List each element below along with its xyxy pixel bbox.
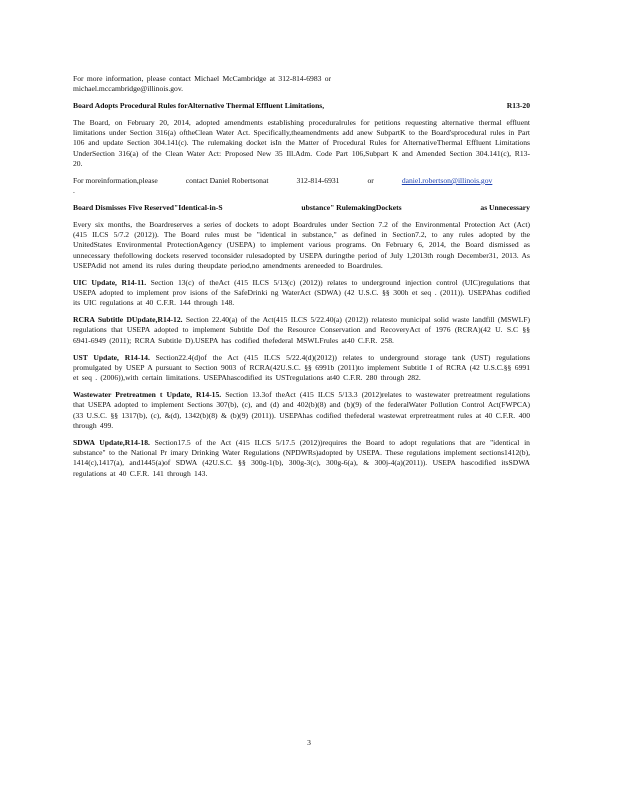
update-uic-heading: UIC Update, R14-11. xyxy=(73,277,147,287)
update-wastewater-body: Section 13.3of theAct (415 ILCS 5/13.3 (2012)relates to wastewater pretreatment regulations that USEPA adopted to implement Sections 307(b), (c), and (d) and 402(b)(8) and (b)(9) of the federalWater Pollution Control Act(FWPCA) (33 U.S.C. §§ 1317(b), (c), &(d), 1342(b)(8) & (b)(9) (2011)). USEPAhas codified thefederal wastewat erpretreatment rules at 40 C.F.R. 400 through 499. xyxy=(73,389,530,430)
update-ust-heading: UST Update, R14-14. xyxy=(73,352,150,362)
intro-contact-line2: michael.mccambridge@illinois.gov. xyxy=(73,84,184,94)
update-uic xyxy=(73,278,530,309)
dockets-heading-part1: Board Dismisses Five Reserved"Identical-in-S xyxy=(73,202,223,212)
update-sdwa-heading: SDWA Update,R14-18. xyxy=(73,437,150,447)
thermal-heading xyxy=(73,101,530,111)
dockets-heading-part3: as Unnecessary xyxy=(480,202,530,212)
update-uic-body: Section 13(c) of theAct (415 ILCS 5/13(c) (2012)) relates to underground injection control (UIC)regulations that USEPA adopted to implement prov isions of the SafeDrinki ng WaterAct (SDWA) (42 U.S.C. §§ 300h et seq . (2011)). USEPAhas codified its UIC regulations at 40 C.F.R. 144 through 148. xyxy=(73,277,530,308)
dockets-heading-part2: ubstance" RulemakingDockets xyxy=(301,202,402,212)
thermal-contact-part1: For moreinformation,please xyxy=(73,175,158,185)
thermal-contact-phone: 312-814-6931 xyxy=(296,175,340,185)
thermal-contact-or: or xyxy=(367,175,374,185)
dockets-body: Every six months, the Boardreserves a series of dockets to adopt Boardrules under Section 7.2 of the Environmental Protection Act (Act)(415 ILCS 5/7.2 (2012)). The Board rules must be "identical in substance," as defined in Section7.2, to any rules adopted by the UnitedStates Environmental ProtectionAgency (USEPA) to implement various programs. On February 6, 2014, the Board dismissed as unnecessary thefollowing dockets reserved toconsider rulesadopted by USEPA duringthe period of July 1,2013th rough December31, 2013. As USEPAdid not amend its rules during theupdate period,no amendments areneeded to Boardrules. xyxy=(73,219,530,270)
dockets-heading xyxy=(73,203,530,213)
thermal-heading-text: Board Adopts Procedural Rules forAlternative Thermal Effluent Limitations, xyxy=(73,101,325,111)
update-wastewater xyxy=(73,390,530,431)
thermal-contact-end: . xyxy=(73,186,75,196)
update-sdwa xyxy=(73,438,530,479)
update-ust-body: Section22.4(d)of the Act (415 ILCS 5/22.4(d)(2012)) relates to underground storage tank (UST) regulations promulgated by USEP A pursuant to Section 9003 of RCRA(42U.S.C. §§ 6991b (2011)to implement Subtitle I of RCRA (42 U.S.C.§§ 6991 et seq . (2006)),with certain limitations. USEPAhascodified its USTregulations at40 C.F.R. 280 through 282. xyxy=(73,352,531,383)
intro-contact xyxy=(73,74,530,95)
thermal-contact xyxy=(73,176,530,197)
update-sdwa-body: Section17.5 of the Act (415 ILCS 5/17.5 (2012))requires the Board to adopt regulations that are "identical in substance" to the National Pr imary Drinking Water Regulations (NPDWRs)adopted by USEPA. These regulations implement sections1412(b), 1414(c),1417(a), and1445(a)of SDWA (42U.S.C. §§ 300g-1(b), 300g-3(c), 300g-6(a), & 300j-4(a)(2011)). USEPA hascodified itsSDWA regulations at 40 C.F.R. 141 through 143. xyxy=(73,437,530,478)
thermal-contact-email-link[interactable]: daniel.robertson@illinois.gov xyxy=(401,175,493,185)
page-number: 3 xyxy=(307,738,311,747)
thermal-heading-docket: R13-20 xyxy=(506,101,530,111)
update-rcra-body: Section 22.40(a) of the Act(415 ILCS 5/22.40(a) (2012)) relatesto municipal solid waste landfill (MSWLF) regulations that USEPA adopted to implement Subtitle Dof the Resource Conservation and RecoveryAct of 1976 (RCRA)(42 U. S.C §§ 6941-6949 (2011); RCRA Subtitle D).USEPA has codified thefederal MSWLFrules at40 C.F.R. 258. xyxy=(73,315,530,345)
thermal-body: The Board, on February 20, 2014, adopted amendments establishing proceduralrules for petitions requesting alternative thermal effluent limitations under Section 316(a) oftheClean Water Act. Specifically,theamendments add anew SubpartK to the Board'sprocedural rules in Part 106 and update Section 304.141(c). The rulemaking docket isIn the Matter of Procedural Rules for AlternativeThermal Effluent Limitations UnderSection 316(a) of the Clean Water Act: Proposed New 35 Ill.Adm. Code Part 106,Subpart K and Amended Section 304.141(c), R13-20. xyxy=(73,117,530,169)
intro-contact-line1: For more information, please contact Michael McCambridge at 312-814-6983 or xyxy=(73,74,332,83)
update-rcra xyxy=(73,315,530,346)
update-wastewater-heading: Wastewater Pretreatmen t Update, R14-15. xyxy=(73,389,222,399)
update-ust xyxy=(73,353,530,384)
thermal-contact-part2: contact Daniel Robertsonat xyxy=(185,175,269,185)
update-rcra-heading: RCRA Subtitle DUpdate,R14-12. xyxy=(73,315,183,325)
